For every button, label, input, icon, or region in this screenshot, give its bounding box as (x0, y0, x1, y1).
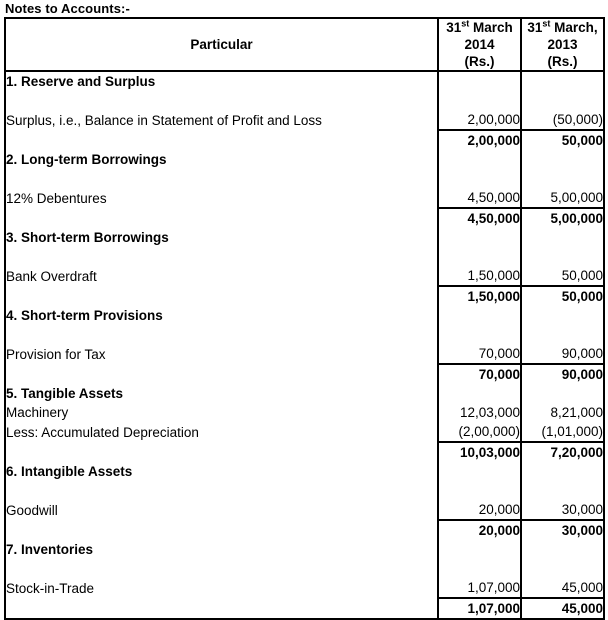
note-item-year2-value: 90,000 (521, 344, 604, 364)
note-spacer-year1-cell (438, 247, 521, 266)
note-item-label: Bank Overdraft (6, 268, 97, 284)
note-item-row (5, 344, 604, 364)
note-total-label (5, 520, 438, 540)
note-item-label: Stock-in-Trade (6, 580, 95, 596)
note-heading-row (5, 71, 604, 91)
note-heading-label: 3. Short-term Borrowings (6, 230, 169, 245)
note-heading-year2-cell (521, 462, 604, 481)
note-heading-year1-cell (438, 384, 521, 403)
note-spacer-label (5, 325, 438, 344)
notes-to-accounts-table (4, 17, 605, 620)
note-item-label: Less: Accumulated Depreciation (6, 424, 199, 440)
note-item-row (5, 578, 604, 598)
note-heading-row (5, 228, 604, 247)
note-total-label (5, 364, 438, 384)
note-item-year2-value: 30,000 (521, 500, 604, 520)
note-heading-year2-cell (521, 71, 604, 91)
note-total-year2-value: 90,000 (521, 364, 604, 384)
note-item-year1-value: 1,07,000 (438, 578, 521, 598)
note-total-row (5, 598, 604, 619)
page-title: Notes to Accounts:- (5, 1, 130, 16)
note-item-year2-value: 8,21,000 (521, 403, 604, 422)
note-total-row (5, 208, 604, 228)
note-total-year1-value: 4,50,000 (438, 208, 521, 228)
note-total-year2-value: 50,000 (521, 130, 604, 150)
note-spacer-year2-cell (521, 559, 604, 578)
note-total-year1-value: 2,00,000 (438, 130, 521, 150)
note-spacer-label (5, 559, 438, 578)
note-item-year1-value: 2,00,000 (438, 110, 521, 130)
note-total-year2-value: 30,000 (521, 520, 604, 540)
column-header-year-2013 (521, 18, 604, 71)
note-heading-year1-cell (438, 540, 521, 559)
note-item-year2-value: 45,000 (521, 578, 604, 598)
note-item-label: Machinery (6, 405, 69, 420)
note-spacer-year2-cell (521, 481, 604, 500)
table-body (5, 71, 604, 619)
table-header (5, 18, 604, 71)
note-heading-row (5, 306, 604, 325)
note-heading-row (5, 150, 604, 169)
note-spacer-row (5, 247, 604, 266)
note-item-year1-value: 1,50,000 (438, 266, 521, 286)
note-heading-row (5, 540, 604, 559)
note-total-label (5, 598, 438, 619)
note-total-label (5, 208, 438, 228)
note-spacer-year1-cell (438, 481, 521, 500)
note-item-row (5, 422, 604, 442)
note-total-year2-value: 7,20,000 (521, 442, 604, 462)
note-spacer-label (5, 169, 438, 188)
note-total-year1-value: 1,50,000 (438, 286, 521, 306)
note-heading-year1-cell (438, 71, 521, 91)
header-row (5, 18, 604, 71)
note-item-row (5, 110, 604, 130)
note-spacer-label (5, 91, 438, 110)
note-spacer-label (5, 481, 438, 500)
note-item-year1-value: 20,000 (438, 500, 521, 520)
note-total-year1-value: 10,03,000 (438, 442, 521, 462)
note-total-year1-value: 1,07,000 (438, 598, 521, 619)
note-spacer-year2-cell (521, 247, 604, 266)
ordinal-suffix-icon: st (461, 18, 470, 29)
note-heading-label: 7. Inventories (6, 542, 94, 557)
note-heading-label: 2. Long-term Borrowings (6, 152, 167, 167)
note-item-label: Goodwill (6, 502, 58, 518)
note-item-label: Provision for Tax (6, 346, 106, 362)
note-heading-year2-cell (521, 540, 604, 559)
note-item-year1-value: 4,50,000 (438, 188, 521, 208)
column-header-particular: Particular (5, 18, 438, 71)
note-spacer-year2-cell (521, 91, 604, 110)
note-total-row (5, 364, 604, 384)
note-spacer-year1-cell (438, 559, 521, 578)
note-item-year1-value: (2,00,000) (438, 422, 521, 442)
note-item-year1-value: 70,000 (438, 344, 521, 364)
note-item-row (5, 266, 604, 286)
note-spacer-row (5, 325, 604, 344)
note-heading-year2-cell (521, 306, 604, 325)
note-total-year1-value: 20,000 (438, 520, 521, 540)
note-item-label: Surplus, i.e., Balance in Statement of Profit and Loss (6, 112, 322, 128)
note-item-row (5, 403, 604, 422)
note-total-label (5, 130, 438, 150)
note-heading-label: 4. Short-term Provisions (6, 308, 163, 323)
note-heading-label: 6. Intangible Assets (6, 464, 133, 479)
note-item-year1-value: 12,03,000 (438, 403, 521, 422)
note-total-row (5, 286, 604, 306)
note-spacer-row (5, 169, 604, 188)
note-total-label (5, 442, 438, 462)
column-header-year-2013-line3: (Rs.) (547, 54, 578, 69)
note-total-row (5, 130, 604, 150)
note-heading-year1-cell (438, 150, 521, 169)
note-total-label (5, 286, 438, 306)
note-total-year2-value: 50,000 (521, 286, 604, 306)
note-item-year2-value: (50,000) (521, 110, 604, 130)
note-total-year2-value: 45,000 (521, 598, 604, 619)
note-heading-year2-cell (521, 228, 604, 247)
note-heading-year2-cell (521, 150, 604, 169)
note-spacer-row (5, 481, 604, 500)
note-heading-row (5, 462, 604, 481)
note-item-label: 12% Debentures (6, 190, 107, 206)
ordinal-suffix-icon: st (542, 18, 551, 29)
note-spacer-label (5, 247, 438, 266)
note-total-year1-value: 70,000 (438, 364, 521, 384)
note-heading-label: 5. Tangible Assets (6, 386, 124, 401)
note-spacer-year1-cell (438, 325, 521, 344)
note-spacer-row (5, 559, 604, 578)
column-header-year-2014-line3: (Rs.) (464, 54, 495, 69)
note-total-row (5, 442, 604, 462)
note-spacer-year1-cell (438, 169, 521, 188)
note-heading-year2-cell (521, 384, 604, 403)
note-heading-row (5, 384, 604, 403)
column-header-year-2014-line1: 31st March (446, 18, 513, 35)
note-item-year2-value: 5,00,000 (521, 188, 604, 208)
note-item-year2-value: 50,000 (521, 266, 604, 286)
column-header-year-2013-line2: 2013 (547, 37, 578, 52)
note-total-row (5, 520, 604, 540)
note-item-row (5, 500, 604, 520)
note-heading-label: 1. Reserve and Surplus (6, 74, 156, 89)
column-header-year-2014 (438, 18, 521, 71)
note-item-row (5, 188, 604, 208)
note-spacer-year1-cell (438, 91, 521, 110)
note-spacer-row (5, 91, 604, 110)
note-heading-year1-cell (438, 228, 521, 247)
note-spacer-year2-cell (521, 169, 604, 188)
note-item-year2-value: (1,01,000) (521, 422, 604, 442)
note-total-year2-value: 5,00,000 (521, 208, 604, 228)
note-heading-year1-cell (438, 306, 521, 325)
column-header-year-2014-line2: 2014 (464, 37, 495, 52)
note-heading-year1-cell (438, 462, 521, 481)
note-spacer-year2-cell (521, 325, 604, 344)
column-header-year-2013-line1: 31st March, (527, 18, 598, 35)
